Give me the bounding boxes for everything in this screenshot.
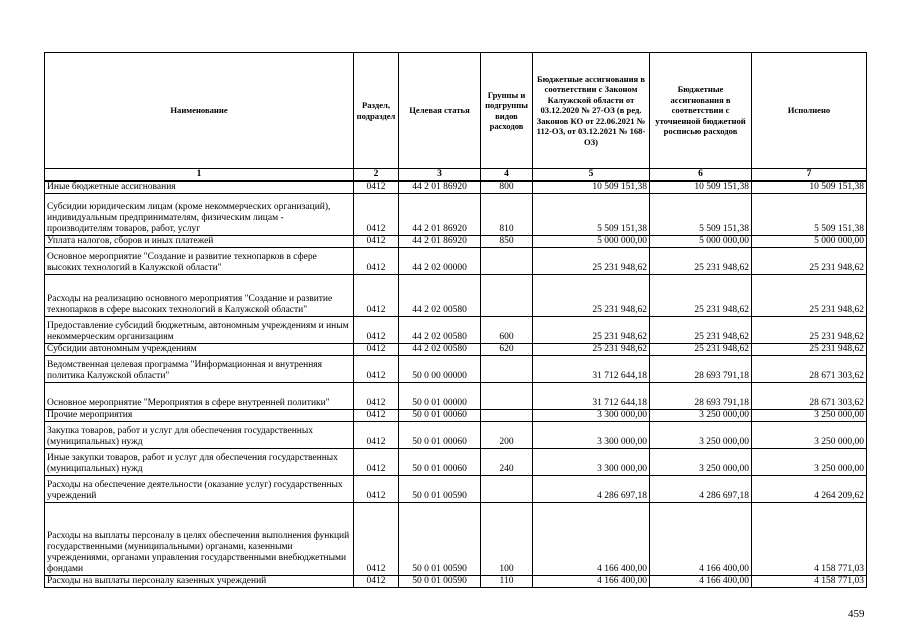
row-group-cell: 850: [481, 236, 533, 248]
row-law-amount-cell: 31 712 644,18: [533, 356, 650, 383]
row-section-cell: 0412: [354, 410, 399, 422]
row-article-cell: 44 2 02 00580: [399, 317, 481, 344]
row-section-cell: 0412: [354, 503, 399, 576]
row-section-cell: 0412: [354, 576, 399, 588]
table-row: [45, 275, 867, 317]
row-group-cell: 800: [481, 181, 533, 194]
column-number: 6: [650, 169, 752, 182]
row-name-cell: Ведомственная целевая программа "Информационная и внутренняя политика Калужской области": [45, 356, 354, 383]
row-article-cell: 44 2 02 00580: [399, 344, 481, 356]
row-law-amount-cell: 25 231 948,62: [533, 344, 650, 356]
row-law-amount-cell: 31 712 644,18: [533, 383, 650, 410]
row-section-cell: 0412: [354, 317, 399, 344]
row-name-cell: Основное мероприятие "Создание и развитие технопарков в сфере высоких технологий в Калужской области": [45, 248, 354, 275]
row-section-cell: 0412: [354, 449, 399, 476]
row-article-cell: 44 2 02 00000: [399, 248, 481, 275]
table-row: [45, 422, 867, 449]
row-law-amount-cell: 3 300 000,00: [533, 422, 650, 449]
table-body: [45, 181, 867, 588]
row-executed-amount-cell: 3 250 000,00: [752, 449, 867, 476]
column-number: 1: [45, 169, 354, 182]
row-name-cell: Предоставление субсидий бюджетным, автономным учреждениям и иным некоммерческим организациям: [45, 317, 354, 344]
row-law-amount-cell: 5 509 151,38: [533, 194, 650, 236]
row-article-cell: 44 2 01 86920: [399, 194, 481, 236]
row-name-cell: Субсидии юридическим лицам (кроме некоммерческих организаций), индивидуальным предпринимателям, физическим лицам - производителям товаров, работ, услуг: [45, 194, 354, 236]
header-law-appropriations: Бюджетные ассигнования в соответствии с Законом Калужской области от 03.12.2020 № 27-ОЗ (в ред. Законов КО от 22.06.2021 № 112-ОЗ, от 03.12.2021 № 168-ОЗ): [533, 53, 650, 169]
header-refined-appropriations: Бюджетные ассигнования в соответствии с уточненной бюджетной росписью расходов: [650, 53, 752, 169]
table-row: [45, 181, 867, 194]
row-executed-amount-cell: 25 231 948,62: [752, 317, 867, 344]
row-group-cell: [481, 275, 533, 317]
row-refined-amount-cell: 4 286 697,18: [650, 476, 752, 503]
table-row: [45, 248, 867, 275]
row-group-cell: 620: [481, 344, 533, 356]
row-article-cell: 44 2 01 86920: [399, 181, 481, 194]
row-law-amount-cell: 10 509 151,38: [533, 181, 650, 194]
column-number: 7: [752, 169, 867, 182]
row-name-cell: Основное мероприятие "Мероприятия в сфере внутренней политики": [45, 383, 354, 410]
row-section-cell: 0412: [354, 248, 399, 275]
row-refined-amount-cell: 10 509 151,38: [650, 181, 752, 194]
row-group-cell: [481, 410, 533, 422]
row-name-cell: Расходы на обеспечение деятельности (оказание услуг) государственных учреждений: [45, 476, 354, 503]
row-article-cell: 50 0 01 00590: [399, 576, 481, 588]
row-name-cell: Закупка товаров, работ и услуг для обеспечения государственных (муниципальных) нужд: [45, 422, 354, 449]
row-refined-amount-cell: 5 000 000,00: [650, 236, 752, 248]
row-law-amount-cell: 25 231 948,62: [533, 248, 650, 275]
header-section: Раздел, подраздел: [354, 53, 399, 169]
row-refined-amount-cell: 3 250 000,00: [650, 422, 752, 449]
row-name-cell: Прочие мероприятия: [45, 410, 354, 422]
row-section-cell: 0412: [354, 383, 399, 410]
row-group-cell: [481, 356, 533, 383]
row-executed-amount-cell: 3 250 000,00: [752, 410, 867, 422]
header-executed: Исполнено: [752, 53, 867, 169]
row-group-cell: 600: [481, 317, 533, 344]
row-article-cell: 50 0 01 00060: [399, 422, 481, 449]
row-executed-amount-cell: 10 509 151,38: [752, 181, 867, 194]
row-refined-amount-cell: 25 231 948,62: [650, 344, 752, 356]
row-executed-amount-cell: 5 000 000,00: [752, 236, 867, 248]
table-row: [45, 383, 867, 410]
row-law-amount-cell: 3 300 000,00: [533, 410, 650, 422]
row-group-cell: [481, 383, 533, 410]
row-refined-amount-cell: 25 231 948,62: [650, 248, 752, 275]
column-number-row: [45, 169, 867, 182]
row-law-amount-cell: 25 231 948,62: [533, 317, 650, 344]
row-name-cell: Уплата налогов, сборов и иных платежей: [45, 236, 354, 248]
table-row: [45, 317, 867, 344]
header-row: [45, 53, 867, 169]
row-group-cell: [481, 248, 533, 275]
row-article-cell: 50 0 01 00590: [399, 503, 481, 576]
column-number: 4: [481, 169, 533, 182]
row-executed-amount-cell: 4 264 209,62: [752, 476, 867, 503]
row-law-amount-cell: 5 000 000,00: [533, 236, 650, 248]
row-executed-amount-cell: 3 250 000,00: [752, 422, 867, 449]
row-law-amount-cell: 4 286 697,18: [533, 476, 650, 503]
row-article-cell: 44 2 01 86920: [399, 236, 481, 248]
header-name: Наименование: [45, 53, 354, 169]
row-law-amount-cell: 4 166 400,00: [533, 576, 650, 588]
row-article-cell: 50 0 01 00000: [399, 383, 481, 410]
table-row: [45, 344, 867, 356]
row-section-cell: 0412: [354, 356, 399, 383]
row-group-cell: 200: [481, 422, 533, 449]
row-name-cell: Иные закупки товаров, работ и услуг для обеспечения государственных (муниципальных) нужд: [45, 449, 354, 476]
table-row: [45, 576, 867, 588]
row-name-cell: Расходы на выплаты персоналу казенных учреждений: [45, 576, 354, 588]
row-group-cell: 100: [481, 503, 533, 576]
row-executed-amount-cell: 28 671 303,62: [752, 356, 867, 383]
row-article-cell: 44 2 02 00580: [399, 275, 481, 317]
row-executed-amount-cell: 4 158 771,03: [752, 576, 867, 588]
row-law-amount-cell: 25 231 948,62: [533, 275, 650, 317]
row-refined-amount-cell: 3 250 000,00: [650, 410, 752, 422]
table-row: [45, 194, 867, 236]
row-name-cell: Субсидии автономным учреждениям: [45, 344, 354, 356]
row-refined-amount-cell: 28 693 791,18: [650, 383, 752, 410]
row-section-cell: 0412: [354, 194, 399, 236]
table-row: [45, 356, 867, 383]
row-group-cell: 110: [481, 576, 533, 588]
row-article-cell: 50 0 01 00590: [399, 476, 481, 503]
row-refined-amount-cell: 4 166 400,00: [650, 576, 752, 588]
row-executed-amount-cell: 25 231 948,62: [752, 344, 867, 356]
row-refined-amount-cell: 25 231 948,62: [650, 317, 752, 344]
row-law-amount-cell: 3 300 000,00: [533, 449, 650, 476]
row-refined-amount-cell: 3 250 000,00: [650, 449, 752, 476]
row-group-cell: 810: [481, 194, 533, 236]
row-section-cell: 0412: [354, 181, 399, 194]
page-number: 459: [848, 608, 865, 620]
row-refined-amount-cell: 5 509 151,38: [650, 194, 752, 236]
row-refined-amount-cell: 4 166 400,00: [650, 503, 752, 576]
header-groups: Группы и подгруппы видов расходов: [481, 53, 533, 169]
header-article: Целевая статья: [399, 53, 481, 169]
row-refined-amount-cell: 28 693 791,18: [650, 356, 752, 383]
row-article-cell: 50 0 01 00060: [399, 449, 481, 476]
row-law-amount-cell: 4 166 400,00: [533, 503, 650, 576]
budget-table: [44, 52, 867, 588]
row-section-cell: 0412: [354, 422, 399, 449]
table-row: [45, 449, 867, 476]
row-section-cell: 0412: [354, 476, 399, 503]
table-row: [45, 476, 867, 503]
row-executed-amount-cell: 25 231 948,62: [752, 248, 867, 275]
row-name-cell: Расходы на реализацию основного мероприятия "Создание и развитие технопарков в сфере высоких технологий в Калужской области": [45, 275, 354, 317]
row-article-cell: 50 0 01 00060: [399, 410, 481, 422]
row-executed-amount-cell: 28 671 303,62: [752, 383, 867, 410]
row-refined-amount-cell: 25 231 948,62: [650, 275, 752, 317]
row-group-cell: [481, 476, 533, 503]
table-row: [45, 410, 867, 422]
row-section-cell: 0412: [354, 236, 399, 248]
column-number: 5: [533, 169, 650, 182]
row-executed-amount-cell: 4 158 771,03: [752, 503, 867, 576]
row-executed-amount-cell: 5 509 151,38: [752, 194, 867, 236]
column-number: 3: [399, 169, 481, 182]
row-section-cell: 0412: [354, 344, 399, 356]
row-name-cell: Иные бюджетные ассигнования: [45, 181, 354, 194]
row-section-cell: 0412: [354, 275, 399, 317]
row-executed-amount-cell: 25 231 948,62: [752, 275, 867, 317]
column-number: 2: [354, 169, 399, 182]
table-row: [45, 236, 867, 248]
row-article-cell: 50 0 00 00000: [399, 356, 481, 383]
table-row: [45, 503, 867, 576]
row-name-cell: Расходы на выплаты персоналу в целях обеспечения выполнения функций государственными (муниципальными) органами, казенными учреждениями, органами управления государственными внебюджетными фондами: [45, 503, 354, 576]
row-group-cell: 240: [481, 449, 533, 476]
